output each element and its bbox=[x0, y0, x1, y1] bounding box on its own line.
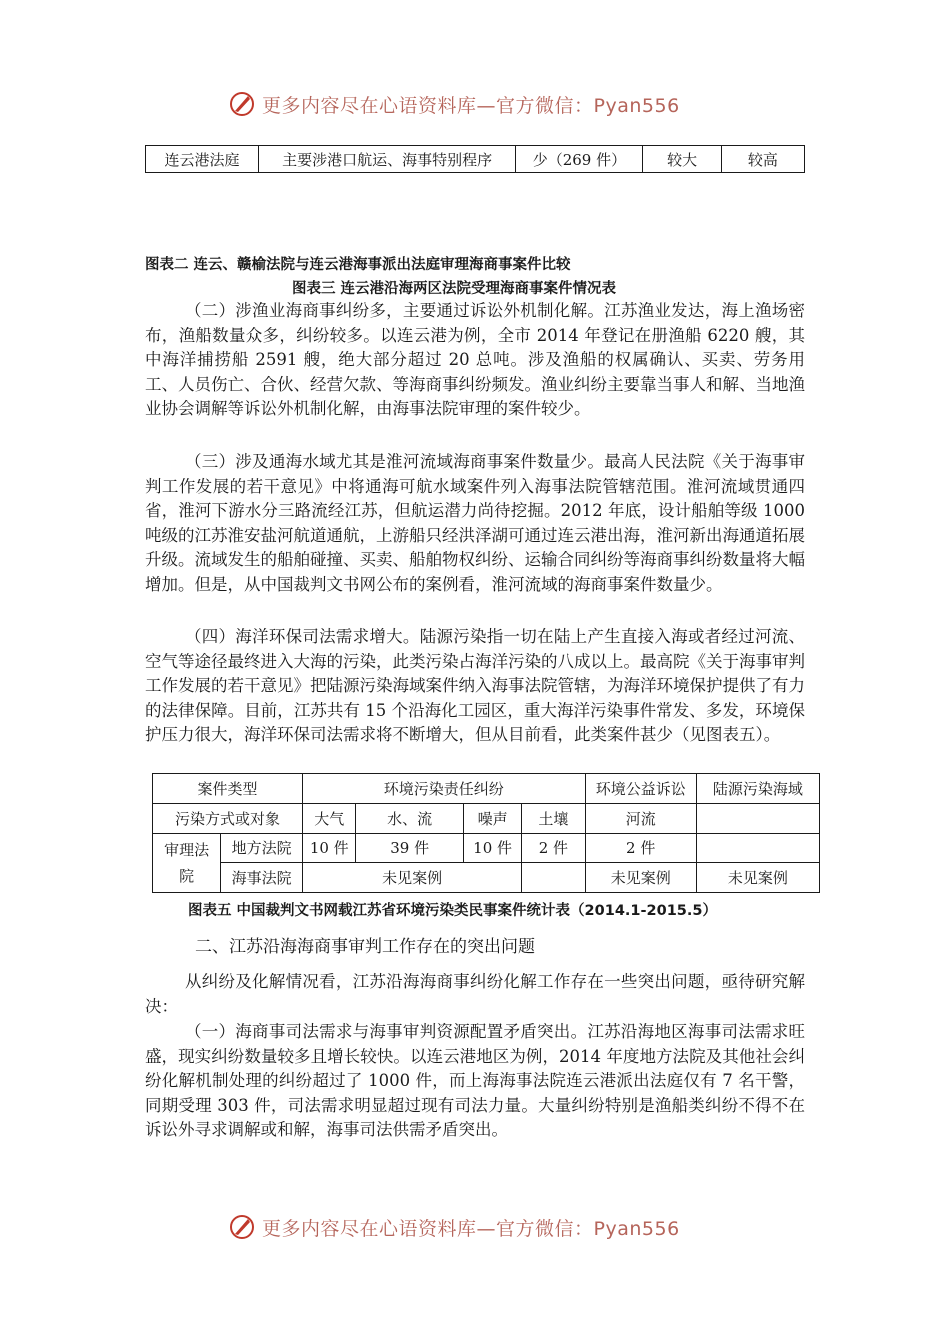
quill-circle-icon bbox=[228, 1213, 256, 1241]
table-row bbox=[153, 803, 820, 833]
table-header-cell: 陆源污染海域 bbox=[696, 774, 819, 804]
table-cell: 海事法院 bbox=[221, 863, 303, 893]
figure-caption-5: 图表五 中国裁判文书网载江苏省环境污染类民事案件统计表（2014.1-2015.5） bbox=[188, 903, 717, 919]
paragraph-huaihe bbox=[145, 450, 805, 597]
watermark-text: 更多内容尽在心语资料库—官方微信：Pyan556 bbox=[262, 94, 680, 117]
table-cell: 少（269 件） bbox=[516, 146, 643, 173]
paragraph-body: 陆源污染指一切在陆上产生直接入海或者经过河流、空气等途径最终进入大海的污染，此类污染占海洋污染的八成以上。最高院《关于海事审判工作发展的若干意见》把陆源污染海域案件纳入海事法院管辖，为海洋环境保护提供了有力的法律保障。目前，江苏共有 15 个沿海化工园区，重大海洋污染事件常发、多发，环境保护压力很大，海洋环保司法需求将不断增大，但从目前看，此类案件甚少（见图表五）。 bbox=[145, 627, 806, 744]
paragraph-heading: （一）海商事司法需求与海事审判资源配置矛盾突出。 bbox=[185, 1022, 588, 1041]
watermark-text: 更多内容尽在心语资料库—官方微信：Pyan556 bbox=[262, 1217, 680, 1240]
paragraph-intro: 从纠纷及化解情况看，江苏沿海海商事纠纷化解工作存在一些突出问题，亟待研究解决： bbox=[145, 972, 805, 1016]
paragraph-body: 最高人民法院《关于海事审判工作发展的若干意见》中将通海可航水域案件列入海事法院管辖范围。淮河流域贯通四省，淮河下游水分三路流经江苏，但航运潜力尚待挖掘。2012 年底，设计船舶等级 1000 吨级的江苏淮安盐河航道通航，上游船只经洪泽湖可通过连云港出海，淮河新出海通道拓展升级。流域发生的船舶碰撞、买卖、船舶物权纠纷、运输合同纠纷等海商事纠纷数量将大幅增加。但是，从中国裁判文书网公布的案例看，淮河流域的海商事案件数量少。 bbox=[145, 452, 806, 594]
watermark-bottom bbox=[228, 1213, 680, 1241]
table-cell: 连云港法庭 bbox=[146, 146, 259, 173]
table-cell: 2 件 bbox=[585, 833, 696, 863]
table-cell: 39 件 bbox=[356, 833, 464, 863]
table-cell: 较大 bbox=[643, 146, 721, 173]
court-comparison-table bbox=[145, 145, 805, 173]
table-cell: 审理法院 bbox=[153, 833, 221, 893]
table-cell: 10 件 bbox=[303, 833, 356, 863]
table-row bbox=[146, 146, 805, 173]
table-cell: 土壤 bbox=[522, 803, 585, 833]
table-row bbox=[153, 774, 820, 804]
paragraph-heading: （三）涉及通海水域尤其是淮河流域海商事案件数量少。 bbox=[185, 452, 605, 471]
table-cell: 10 件 bbox=[463, 833, 521, 863]
table-row bbox=[153, 863, 820, 893]
table-cell: 未见案例 bbox=[303, 863, 522, 893]
watermark-top bbox=[228, 90, 680, 118]
quill-circle-icon bbox=[228, 90, 256, 118]
table-header-cell: 环境污染责任纠纷 bbox=[303, 774, 585, 804]
table-cell: 未见案例 bbox=[696, 863, 819, 893]
table-cell bbox=[696, 803, 819, 833]
figure-caption-2: 图表二 连云、赣榆法院与连云港海事派出法庭审理海商事案件比较 bbox=[145, 257, 571, 273]
table-row bbox=[153, 833, 820, 863]
paragraph-heading: （四）海洋环保司法需求增大。 bbox=[185, 627, 420, 646]
paragraph-body: 江苏渔业发达，海上渔场密布，渔船数量众多，纠纷较多。以连云港为例，全市 2014 年登记在册渔船 6220 艘，其中海洋捕捞船 2591 艘，绝大部分超过 20 总吨。涉及渔船的权属确认、买卖、劳务用工、人员伤亡、合伙、经营欠款、等海商事纠纷频发。渔业纠纷主要靠当事人和解、当地渔业协会调解等诉讼外机制化解，由海事法院审理的案件较少。 bbox=[145, 301, 806, 418]
table-cell bbox=[522, 863, 585, 893]
table-cell: 水、流 bbox=[356, 803, 464, 833]
table-cell: 主要涉港口航运、海事特别程序 bbox=[258, 146, 515, 173]
paragraph-env bbox=[145, 625, 805, 748]
paragraph-resource bbox=[145, 1020, 805, 1143]
table-cell: 污染方式或对象 bbox=[153, 803, 303, 833]
table-cell: 较高 bbox=[721, 146, 804, 173]
table-cell: 大气 bbox=[303, 803, 356, 833]
paragraph-body: 江苏沿海地区海事司法需求旺盛，现实纠纷数量较多且增长较快。以连云港地区为例，2014 年度地方法院及其他社会纠纷化解机制处理的纠纷超过了 1000 件，而上海海事法院连云港派出法庭仅有 7 名干警，同期受理 303 件，司法需求明显超过现有司法力量。大量纠纷特别是渔船类纠纷不得不在诉讼外寻求调解或和解，海事司法供需矛盾突出。 bbox=[145, 1022, 806, 1139]
paragraph-heading: （二）涉渔业海商事纠纷多，主要通过诉讼外机制化解。 bbox=[185, 301, 605, 320]
table-header-cell: 案件类型 bbox=[153, 774, 303, 804]
table-cell: 河流 bbox=[585, 803, 696, 833]
paragraph-fishery bbox=[145, 299, 805, 422]
table-header-cell: 环境公益诉讼 bbox=[585, 774, 696, 804]
table-cell: 地方法院 bbox=[221, 833, 303, 863]
section-heading: 二、江苏沿海海商事审判工作存在的突出问题 bbox=[195, 937, 535, 957]
table-cell: 2 件 bbox=[522, 833, 585, 863]
env-pollution-table bbox=[152, 773, 820, 893]
table-cell: 噪声 bbox=[463, 803, 521, 833]
table-cell: 未见案例 bbox=[585, 863, 696, 893]
figure-caption-3: 图表三 连云港沿海两区法院受理海商事案件情况表 bbox=[292, 281, 617, 297]
table-cell bbox=[696, 833, 819, 863]
